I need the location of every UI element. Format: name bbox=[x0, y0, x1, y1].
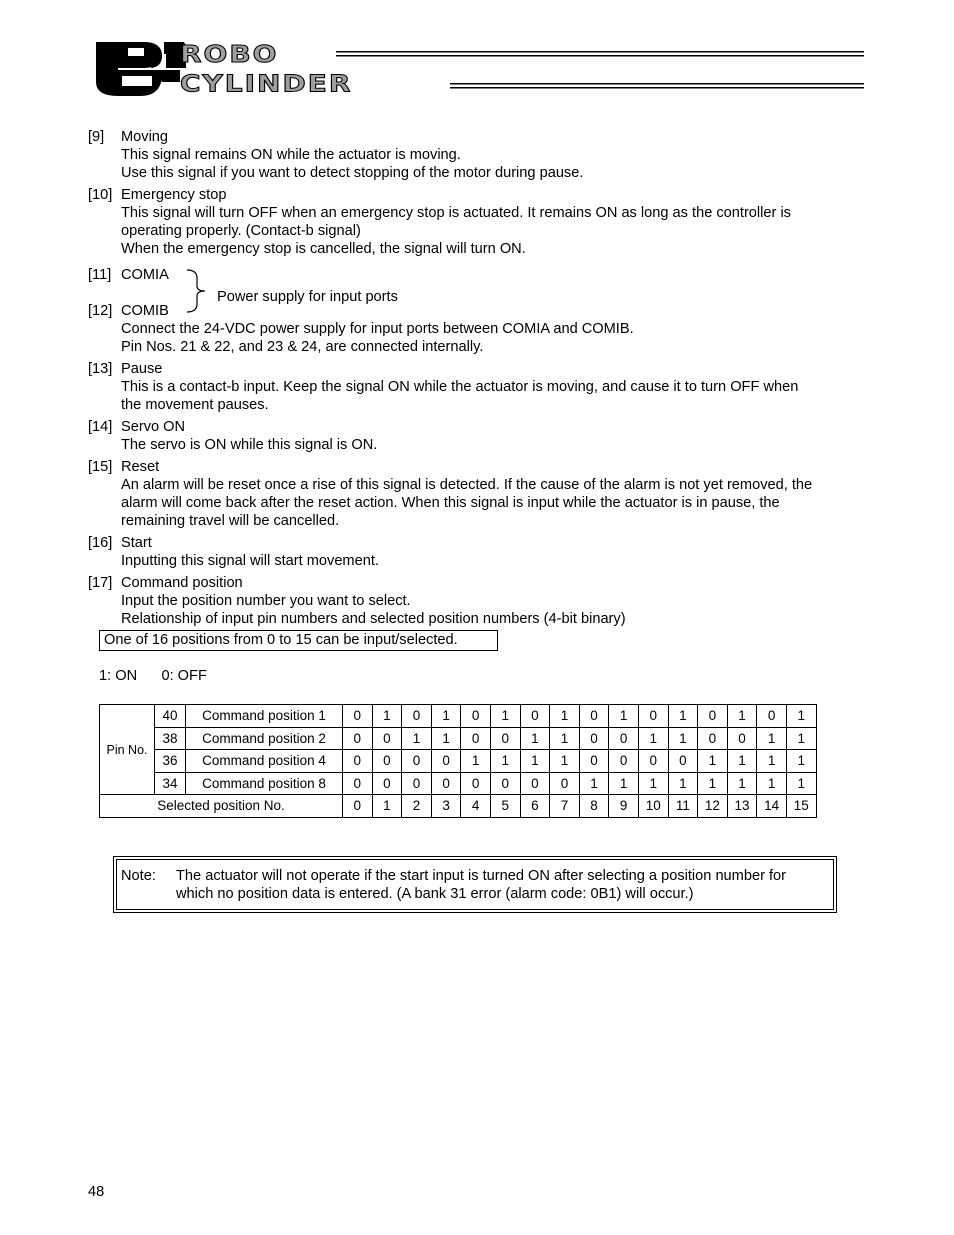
bit-cell: 0 bbox=[638, 750, 668, 773]
selected-position-cell: 5 bbox=[490, 795, 520, 818]
bit-cell: 0 bbox=[638, 705, 668, 728]
bit-cell: 1 bbox=[668, 727, 698, 750]
entry-body: An alarm will be reset once a rise of this signal is detected. If the cause of the alarm is not yet removed, the bbox=[121, 477, 813, 493]
selected-position-cell: 3 bbox=[431, 795, 461, 818]
selected-position-cell: 0 bbox=[343, 795, 373, 818]
entry-number: [11] bbox=[88, 267, 112, 283]
bit-cell: 0 bbox=[698, 727, 728, 750]
bit-cell: 0 bbox=[461, 727, 491, 750]
bit-cell: 1 bbox=[727, 705, 757, 728]
entry-body: remaining travel will be cancelled. bbox=[121, 513, 340, 529]
entry-body: The servo is ON while this signal is ON. bbox=[121, 437, 378, 453]
entry-title: Pause bbox=[121, 361, 163, 377]
entry-body: When the emergency stop is cancelled, the signal will turn ON. bbox=[121, 241, 526, 257]
bit-cell: 0 bbox=[461, 705, 491, 728]
entry-number: [15] bbox=[88, 459, 113, 475]
entry-body: Inputting this signal will start movement. bbox=[121, 553, 379, 569]
on-off-legend bbox=[99, 667, 207, 685]
entry-body: the movement pauses. bbox=[121, 397, 269, 413]
entry-body: This signal remains ON while the actuator is moving. bbox=[121, 147, 461, 163]
bit-cell: 1 bbox=[786, 705, 816, 728]
bit-cell: 0 bbox=[579, 705, 609, 728]
bit-cell: 1 bbox=[727, 772, 757, 795]
bit-cell: 0 bbox=[402, 772, 432, 795]
pin-number-cell: 40 bbox=[155, 705, 186, 728]
entry-body: This is a contact-b input. Keep the signal ON while the actuator is moving, and cause it to turn OFF when bbox=[121, 379, 799, 395]
bit-cell: 0 bbox=[402, 750, 432, 773]
bit-cell: 1 bbox=[727, 750, 757, 773]
pin-number-cell: 34 bbox=[155, 772, 186, 795]
bit-cell: 1 bbox=[638, 772, 668, 795]
pin-position-table bbox=[99, 704, 817, 818]
bit-cell: 0 bbox=[490, 727, 520, 750]
bit-cell: 0 bbox=[609, 727, 639, 750]
bit-cell: 0 bbox=[402, 705, 432, 728]
entry-title: COMIA bbox=[121, 267, 169, 283]
entry-command-position bbox=[88, 574, 868, 628]
bit-cell: 0 bbox=[757, 705, 787, 728]
note-text: which no position data is entered. (A bank 31 error (alarm code: 0B1) will occur.) bbox=[176, 886, 694, 902]
selected-position-cell: 13 bbox=[727, 795, 757, 818]
entry-number: [10] bbox=[88, 187, 113, 203]
legend-off: 0: OFF bbox=[161, 668, 207, 684]
entry-title: Reset bbox=[121, 459, 160, 475]
entry-title: Command position bbox=[121, 575, 243, 591]
bit-cell: 0 bbox=[461, 772, 491, 795]
table-row bbox=[100, 772, 817, 795]
entry-body: operating properly. (Contact-b signal) bbox=[121, 223, 361, 239]
bit-cell: 0 bbox=[343, 772, 373, 795]
selected-position-cell: 11 bbox=[668, 795, 698, 818]
selected-position-cell: 4 bbox=[461, 795, 491, 818]
pin-number-cell: 36 bbox=[155, 750, 186, 773]
selected-position-row bbox=[100, 795, 817, 818]
entry-title: Emergency stop bbox=[121, 187, 227, 203]
bit-cell: 1 bbox=[757, 750, 787, 773]
bit-cell: 0 bbox=[550, 772, 580, 795]
entry-body: Connect the 24-VDC power supply for input ports between COMIA and COMIB. bbox=[121, 321, 634, 337]
bit-cell: 1 bbox=[431, 705, 461, 728]
bit-cell: 1 bbox=[550, 727, 580, 750]
entry-body: alarm will come back after the reset action. When this signal is input while the actuator is in pause, the bbox=[121, 495, 780, 511]
bit-cell: 1 bbox=[786, 727, 816, 750]
selected-position-cell: 15 bbox=[786, 795, 816, 818]
bit-cell: 0 bbox=[520, 772, 550, 795]
table-row bbox=[100, 705, 817, 728]
bit-cell: 1 bbox=[431, 727, 461, 750]
entry-title: Start bbox=[121, 535, 152, 551]
brace-icon bbox=[185, 268, 209, 314]
entry-pause bbox=[88, 360, 868, 414]
entry-reset bbox=[88, 458, 868, 530]
entry-number: [12] bbox=[88, 303, 113, 319]
selected-position-cell: 1 bbox=[372, 795, 402, 818]
bit-cell: 0 bbox=[579, 750, 609, 773]
bit-cell: 1 bbox=[579, 772, 609, 795]
bit-cell: 1 bbox=[609, 772, 639, 795]
bit-cell: 1 bbox=[520, 750, 550, 773]
bit-cell: 1 bbox=[786, 750, 816, 773]
entry-body: Relationship of input pin numbers and selected position numbers (4-bit binary) bbox=[121, 611, 626, 627]
table-row bbox=[100, 727, 817, 750]
bit-cell: 1 bbox=[638, 727, 668, 750]
logo-text-cylinder: CYLINDER bbox=[180, 71, 353, 98]
note-label: Note: bbox=[121, 868, 156, 884]
command-position-cell: Command position 1 bbox=[186, 705, 343, 728]
bit-cell: 0 bbox=[372, 750, 402, 773]
entry-body: Input the position number you want to select. bbox=[121, 593, 411, 609]
bit-cell: 1 bbox=[757, 772, 787, 795]
bit-cell: 1 bbox=[668, 705, 698, 728]
bit-cell: 1 bbox=[757, 727, 787, 750]
legend-on: 1: ON bbox=[99, 668, 138, 684]
bit-cell: 1 bbox=[786, 772, 816, 795]
bit-cell: 1 bbox=[520, 727, 550, 750]
bit-cell: 0 bbox=[698, 705, 728, 728]
bit-cell: 0 bbox=[343, 750, 373, 773]
note-box bbox=[113, 856, 837, 913]
bit-cell: 1 bbox=[461, 750, 491, 773]
selected-position-label: Selected position No. bbox=[100, 795, 343, 818]
selected-position-cell: 6 bbox=[520, 795, 550, 818]
entry-title: Moving bbox=[121, 129, 169, 145]
entry-servo-on bbox=[88, 418, 868, 454]
bit-cell: 1 bbox=[490, 705, 520, 728]
robo-cylinder-logo bbox=[92, 40, 864, 98]
bit-cell: 0 bbox=[372, 772, 402, 795]
bit-cell: 1 bbox=[402, 727, 432, 750]
selected-position-cell: 7 bbox=[550, 795, 580, 818]
command-position-cell: Command position 4 bbox=[186, 750, 343, 773]
bit-cell: 1 bbox=[698, 772, 728, 795]
entry-start bbox=[88, 534, 868, 570]
bit-cell: 0 bbox=[490, 772, 520, 795]
entry-title: Servo ON bbox=[121, 419, 186, 435]
pin-no-label: Pin No. bbox=[100, 705, 155, 795]
entry-title: COMIB bbox=[121, 303, 169, 319]
command-position-cell: Command position 2 bbox=[186, 727, 343, 750]
selected-position-cell: 9 bbox=[609, 795, 639, 818]
bit-cell: 0 bbox=[343, 705, 373, 728]
selected-position-cell: 8 bbox=[579, 795, 609, 818]
signal-descriptions bbox=[88, 128, 868, 632]
table-row bbox=[100, 750, 817, 773]
note-text: The actuator will not operate if the start input is turned ON after selecting a position number for bbox=[176, 868, 787, 884]
bit-cell: 0 bbox=[431, 772, 461, 795]
selected-position-cell: 2 bbox=[402, 795, 432, 818]
bit-cell: 0 bbox=[579, 727, 609, 750]
bit-cell: 0 bbox=[520, 705, 550, 728]
bit-cell: 0 bbox=[343, 727, 373, 750]
entry-number: [13] bbox=[88, 361, 113, 377]
entry-body: Use this signal if you want to detect stopping of the motor during pause. bbox=[121, 165, 584, 181]
bit-cell: 0 bbox=[668, 750, 698, 773]
entry-moving bbox=[88, 128, 868, 182]
bit-cell: 0 bbox=[727, 727, 757, 750]
positions-note-box: One of 16 positions from 0 to 15 can be input/selected. bbox=[99, 630, 498, 651]
entry-body: This signal will turn OFF when an emergency stop is actuated. It remains ON as long as the controller is bbox=[121, 205, 791, 221]
page-number: 48 bbox=[88, 1184, 105, 1200]
logo-text-robo: ROBO bbox=[180, 41, 279, 69]
bit-cell: 0 bbox=[372, 727, 402, 750]
entry-number: [16] bbox=[88, 535, 113, 551]
bit-cell: 1 bbox=[372, 705, 402, 728]
bit-cell: 1 bbox=[550, 750, 580, 773]
entry-body: Pin Nos. 21 & 22, and 23 & 24, are connected internally. bbox=[121, 339, 484, 355]
selected-position-cell: 10 bbox=[638, 795, 668, 818]
command-position-cell: Command position 8 bbox=[186, 772, 343, 795]
power-supply-label: Power supply for input ports bbox=[217, 289, 398, 305]
entry-emergency-stop bbox=[88, 186, 868, 258]
bit-cell: 1 bbox=[609, 705, 639, 728]
entry-number: [14] bbox=[88, 419, 113, 435]
bit-cell: 1 bbox=[490, 750, 520, 773]
bit-cell: 1 bbox=[550, 705, 580, 728]
bit-cell: 0 bbox=[609, 750, 639, 773]
selected-position-cell: 12 bbox=[698, 795, 728, 818]
bit-cell: 1 bbox=[698, 750, 728, 773]
entry-number: [9] bbox=[88, 129, 105, 145]
pin-number-cell: 38 bbox=[155, 727, 186, 750]
bit-cell: 1 bbox=[668, 772, 698, 795]
entry-power-supply bbox=[88, 262, 868, 356]
selected-position-cell: 14 bbox=[757, 795, 787, 818]
entry-number: [17] bbox=[88, 575, 113, 591]
bit-cell: 0 bbox=[431, 750, 461, 773]
